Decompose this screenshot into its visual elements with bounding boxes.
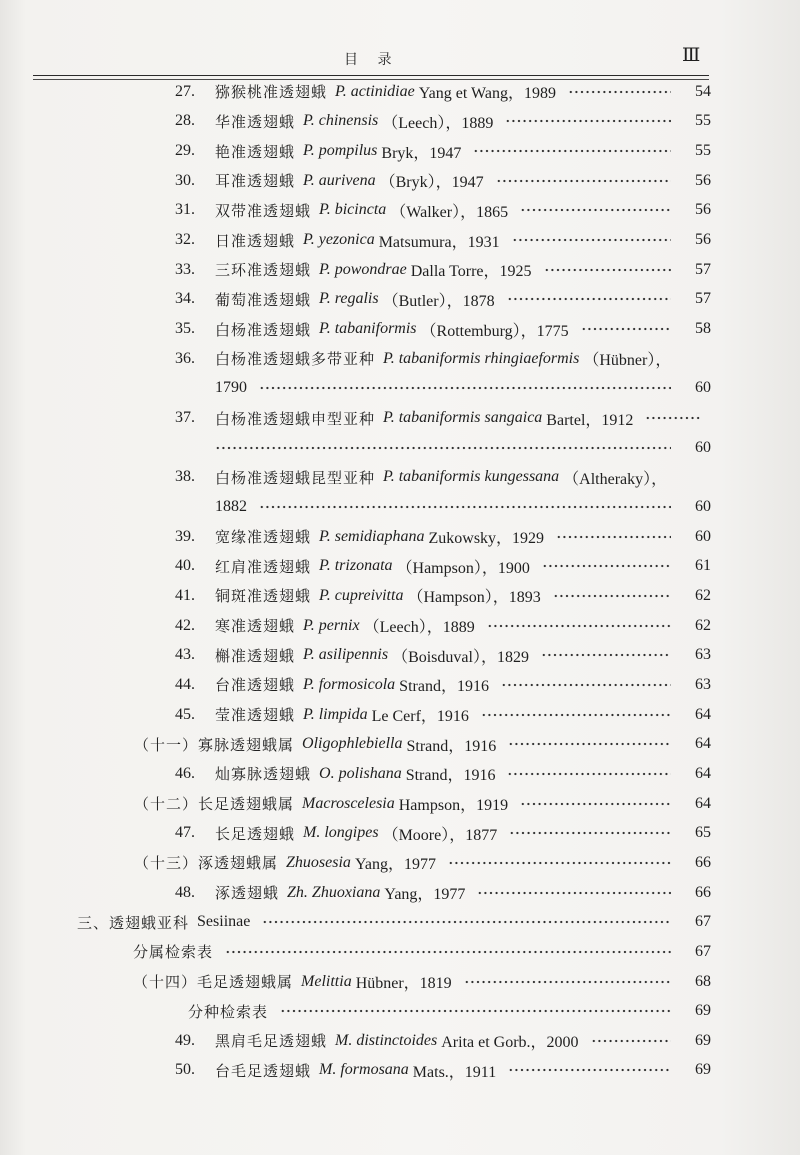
running-header-title: 目 录 <box>344 53 394 68</box>
entry-chinese-name: 华准透翅蛾 <box>215 114 296 131</box>
genus-scientific-name: Melittia <box>301 972 352 990</box>
entry-number: 41. <box>175 586 195 604</box>
entry-page-number: 64 <box>695 764 711 782</box>
entry-author: Bartel，1912 <box>546 411 634 429</box>
entry-author: （Butler），1878 <box>382 292 495 310</box>
entry-number: 40. <box>175 557 195 575</box>
dot-leader <box>568 89 671 95</box>
entry-number: 46. <box>175 764 195 782</box>
toc-genus <box>0 729 711 759</box>
genus-number: （十一） <box>134 737 199 754</box>
entry-scientific-name: P. pompilus <box>303 142 378 160</box>
entry-number: 28. <box>175 112 195 130</box>
entry-page-number: 65 <box>695 824 711 842</box>
entry-scientific-name: P. chinensis <box>303 112 379 130</box>
entry-author: Dalla Torre，1925 <box>410 263 532 281</box>
entry-author: Arita et Gorb.，2000 <box>441 1034 579 1052</box>
entry-scientific-name: P. cupreivitta <box>319 586 404 604</box>
toc-entry <box>0 818 711 848</box>
entry-author: Zukowsky，1929 <box>428 530 545 548</box>
genus-author: Strand，1916 <box>406 737 497 755</box>
entry-chinese-name: 涿透翅蛾 <box>215 886 280 903</box>
subfamily-page-number: 67 <box>695 913 711 931</box>
entry-author: （Hübner）， <box>583 352 672 370</box>
genus-author: Hübner，1819 <box>355 975 452 993</box>
subfamily-chinese-name: 三、透翅蛾亚科 <box>77 915 190 932</box>
toc-entry <box>0 196 711 226</box>
entry-chinese-name: 白杨准透翅蛾申型亚种 <box>215 411 376 428</box>
toc-entry <box>0 166 711 196</box>
entry-page-number: 62 <box>695 616 711 634</box>
entry-chinese-name: 艳准透翅蛾 <box>215 144 296 161</box>
entry-number: 44. <box>175 675 195 693</box>
entry-page-number: 62 <box>695 586 711 604</box>
dot-leader <box>553 593 671 599</box>
dot-leader <box>473 148 671 154</box>
toc-genus <box>0 848 711 878</box>
toc-entry <box>0 1026 711 1056</box>
toc-entry-continuation <box>0 492 711 522</box>
genus-chinese-name: 毛足透翅蛾属 <box>197 975 294 992</box>
entry-page-number: 63 <box>695 675 711 693</box>
entry-author: Strand，1916 <box>405 767 496 785</box>
entry-chinese-name: 双带准透翅蛾 <box>215 203 312 220</box>
entry-scientific-name: M. longipes <box>303 824 379 842</box>
key-label: 分种检索表 <box>188 1004 269 1021</box>
key-page-number: 69 <box>695 1002 711 1020</box>
genus-page-number: 64 <box>695 735 711 753</box>
entry-chinese-name: 葡萄准透翅蛾 <box>215 292 312 309</box>
toc-entry <box>0 878 711 908</box>
entry-author: Mats.，1911 <box>412 1063 497 1081</box>
dot-leader <box>507 296 671 302</box>
entry-author: （Leech），1889 <box>382 114 494 132</box>
dot-leader <box>520 207 671 213</box>
entry-author: Yang，1977 <box>384 886 466 904</box>
entry-number: 49. <box>175 1031 195 1049</box>
dot-leader <box>225 949 671 955</box>
toc-entry-continuation <box>0 374 711 404</box>
entry-page-number: 54 <box>695 82 711 100</box>
entry-author: （Boisduval），1829 <box>392 648 529 666</box>
subfamily-latin-name: Sesiinae <box>197 913 251 931</box>
entry-chinese-name: 铜斑准透翅蛾 <box>215 589 312 606</box>
entry-author: Bryk，1947 <box>381 144 462 162</box>
genus-number: （十三） <box>134 856 199 873</box>
entry-scientific-name: M. distinctoides <box>335 1031 438 1049</box>
dot-leader <box>591 1038 671 1044</box>
entry-number: 36. <box>175 349 195 367</box>
entry-chinese-name: 台准透翅蛾 <box>215 678 296 695</box>
toc-entry <box>0 225 711 255</box>
entry-chinese-name: 红肩准透翅蛾 <box>215 559 312 576</box>
toc-subfamily <box>0 907 711 937</box>
entry-page-number: 57 <box>695 260 711 278</box>
toc-entry <box>0 1056 711 1086</box>
entry-author: （Walker），1865 <box>390 203 509 221</box>
entry-chinese-name: 白杨准透翅蛾昆型亚种 <box>215 470 376 487</box>
dot-leader <box>509 830 671 836</box>
dot-leader <box>477 890 671 896</box>
entry-scientific-name: Zh. Zhuoxiana <box>287 883 381 901</box>
entry-page-number: 60 <box>695 379 711 397</box>
entry-number: 48. <box>175 883 195 901</box>
genus-chinese-name: 涿透翅蛾属 <box>198 856 279 873</box>
genus-number: （十二） <box>134 797 199 814</box>
toc-entry <box>0 463 711 493</box>
dot-leader <box>505 118 671 124</box>
dot-leader <box>645 415 701 421</box>
entry-year: 1882 <box>215 498 247 516</box>
toc-entry <box>0 403 711 433</box>
genus-chinese-name: 长足透翅蛾属 <box>198 797 295 814</box>
entry-page-number: 63 <box>695 646 711 664</box>
entry-page-number: 60 <box>695 438 711 456</box>
toc-entry <box>0 136 711 166</box>
entry-chinese-name: 白杨准透翅蛾多带亚种 <box>215 352 376 369</box>
dot-leader <box>464 979 671 985</box>
entry-scientific-name: P. semidiaphana <box>319 527 425 545</box>
genus-scientific-name: Oligophlebiella <box>302 735 403 753</box>
toc-entry <box>0 107 711 137</box>
toc-entry <box>0 759 711 789</box>
dot-leader <box>512 237 671 243</box>
entry-author: Matsumura，1931 <box>378 233 500 251</box>
dot-leader <box>496 178 671 184</box>
entry-scientific-name: P. yezonica <box>303 231 375 249</box>
toc-genus <box>0 967 711 997</box>
entry-scientific-name: O. polishana <box>319 764 402 782</box>
genus-chinese-name: 寡脉透翅蛾属 <box>198 737 295 754</box>
entry-author: Le Cerf，1916 <box>371 708 469 726</box>
entry-number: 35. <box>175 320 195 338</box>
entry-number: 34. <box>175 290 195 308</box>
entry-author: （Altheraky）， <box>563 470 668 488</box>
entry-page-number: 55 <box>695 142 711 160</box>
dot-leader <box>581 326 671 332</box>
entry-number: 50. <box>175 1061 195 1079</box>
entry-scientific-name: P. regalis <box>319 290 379 308</box>
entry-author: （Rottemburg），1775 <box>420 322 569 340</box>
dot-leader <box>481 712 671 718</box>
genus-page-number: 68 <box>695 972 711 990</box>
entry-author: Strand，1916 <box>399 678 489 696</box>
entry-author: Yang et Wang，1989 <box>418 85 556 103</box>
entry-scientific-name: P. actinidiae <box>335 82 415 100</box>
entry-scientific-name: P. pernix <box>303 616 360 634</box>
entry-page-number: 56 <box>695 201 711 219</box>
dot-leader <box>501 682 671 688</box>
toc-entry <box>0 77 711 107</box>
entry-page-number: 57 <box>695 290 711 308</box>
entry-page-number: 60 <box>695 498 711 516</box>
toc-entry-continuation <box>0 433 711 463</box>
entry-chinese-name: 黑肩毛足透翅蛾 <box>215 1034 328 1051</box>
entry-scientific-name: P. tabaniformis rhingiaeformis <box>383 349 580 367</box>
entry-scientific-name: P. tabaniformis sangaica <box>383 409 543 427</box>
dot-leader <box>507 771 671 777</box>
entry-number: 39. <box>175 527 195 545</box>
entry-scientific-name: P. limpida <box>303 705 368 723</box>
entry-number: 29. <box>175 142 195 160</box>
dot-leader <box>259 385 671 391</box>
dot-leader <box>556 534 671 540</box>
dot-leader <box>448 860 671 866</box>
entry-number: 45. <box>175 705 195 723</box>
toc-key <box>0 996 711 1026</box>
entry-chinese-name: 猕猴桃准透翅蛾 <box>215 85 328 102</box>
entry-number: 30. <box>175 171 195 189</box>
entry-scientific-name: P. aurivena <box>303 171 376 189</box>
entry-page-number: 60 <box>695 527 711 545</box>
entry-chinese-name: 耳准透翅蛾 <box>215 174 296 191</box>
entry-scientific-name: P. bicincta <box>319 201 387 219</box>
toc-entry <box>0 700 711 730</box>
entry-scientific-name: P. asilipennis <box>303 646 389 664</box>
toc-entry <box>0 344 711 374</box>
entry-chinese-name: 寒准透翅蛾 <box>215 619 296 636</box>
entry-number: 31. <box>175 201 195 219</box>
entry-chinese-name: 莹准透翅蛾 <box>215 708 296 725</box>
dot-leader <box>541 652 671 658</box>
entry-page-number: 64 <box>695 705 711 723</box>
entry-author: （Moore），1877 <box>382 826 498 844</box>
entry-author: （Hampson），1893 <box>407 589 541 607</box>
dot-leader <box>487 623 671 629</box>
entry-number: 38. <box>175 468 195 486</box>
toc-entry <box>0 522 711 552</box>
entry-page-number: 69 <box>695 1031 711 1049</box>
entry-chinese-name: 台毛足透翅蛾 <box>215 1063 312 1080</box>
entry-scientific-name: P. formosicola <box>303 675 396 693</box>
toc-entry <box>0 670 711 700</box>
dot-leader <box>544 267 671 273</box>
genus-page-number: 64 <box>695 794 711 812</box>
genus-number: （十四） <box>133 975 198 992</box>
toc-key <box>0 937 711 967</box>
entry-year: 1790 <box>215 379 247 397</box>
genus-scientific-name: Macroscelesia <box>302 794 395 812</box>
entry-chinese-name: 长足透翅蛾 <box>215 826 296 843</box>
entry-author: （Leech），1889 <box>363 619 475 637</box>
entry-chinese-name: 白杨准透翅蛾 <box>215 322 312 339</box>
entry-chinese-name: 日准透翅蛾 <box>215 233 296 250</box>
entry-page-number: 55 <box>695 112 711 130</box>
page-roman-numeral: Ⅲ <box>682 44 701 66</box>
entry-scientific-name: P. tabaniformis kungessana <box>383 468 560 486</box>
entry-chinese-name: 槲准透翅蛾 <box>215 648 296 665</box>
dot-leader <box>259 504 671 510</box>
entry-chinese-name: 灿寡脉透翅蛾 <box>215 767 312 784</box>
dot-leader <box>508 741 671 747</box>
entry-number: 42. <box>175 616 195 634</box>
entry-number: 37. <box>175 409 195 427</box>
entry-scientific-name: M. formosana <box>319 1061 409 1079</box>
entry-page-number: 66 <box>695 883 711 901</box>
entry-number: 43. <box>175 646 195 664</box>
entry-number: 33. <box>175 260 195 278</box>
entry-page-number: 61 <box>695 557 711 575</box>
toc-entry <box>0 552 711 582</box>
dot-leader <box>262 919 671 925</box>
key-page-number: 67 <box>695 942 711 960</box>
toc-entry <box>0 255 711 285</box>
entry-author: （Hampson），1900 <box>396 559 530 577</box>
genus-scientific-name: Zhuosesia <box>286 853 351 871</box>
toc-entry <box>0 285 711 315</box>
dot-leader <box>520 801 671 807</box>
entry-page-number: 56 <box>695 231 711 249</box>
dot-leader <box>215 445 671 451</box>
key-label: 分属检索表 <box>133 945 214 962</box>
toc-genus <box>0 789 711 819</box>
entry-number: 32. <box>175 231 195 249</box>
entry-chinese-name: 宽缘准透翅蛾 <box>215 530 312 547</box>
entry-scientific-name: P. trizonata <box>319 557 393 575</box>
genus-page-number: 66 <box>695 853 711 871</box>
entry-scientific-name: P. tabaniformis <box>319 320 417 338</box>
toc-entry <box>0 611 711 641</box>
genus-author: Hampson，1919 <box>398 797 509 815</box>
dot-leader <box>508 1067 671 1073</box>
dot-leader <box>542 563 671 569</box>
entry-author: （Bryk），1947 <box>379 174 484 192</box>
table-of-contents <box>0 77 711 1085</box>
toc-entry <box>0 581 711 611</box>
genus-author: Yang，1977 <box>354 856 436 874</box>
dot-leader <box>280 1008 671 1014</box>
entry-scientific-name: P. powondrae <box>319 260 407 278</box>
entry-number: 27. <box>175 82 195 100</box>
entry-number: 47. <box>175 824 195 842</box>
entry-chinese-name: 三环准透翅蛾 <box>215 263 312 280</box>
toc-entry <box>0 640 711 670</box>
entry-page-number: 69 <box>695 1061 711 1079</box>
entry-page-number: 58 <box>695 320 711 338</box>
header-rule <box>33 75 709 76</box>
entry-page-number: 56 <box>695 171 711 189</box>
toc-entry <box>0 314 711 344</box>
